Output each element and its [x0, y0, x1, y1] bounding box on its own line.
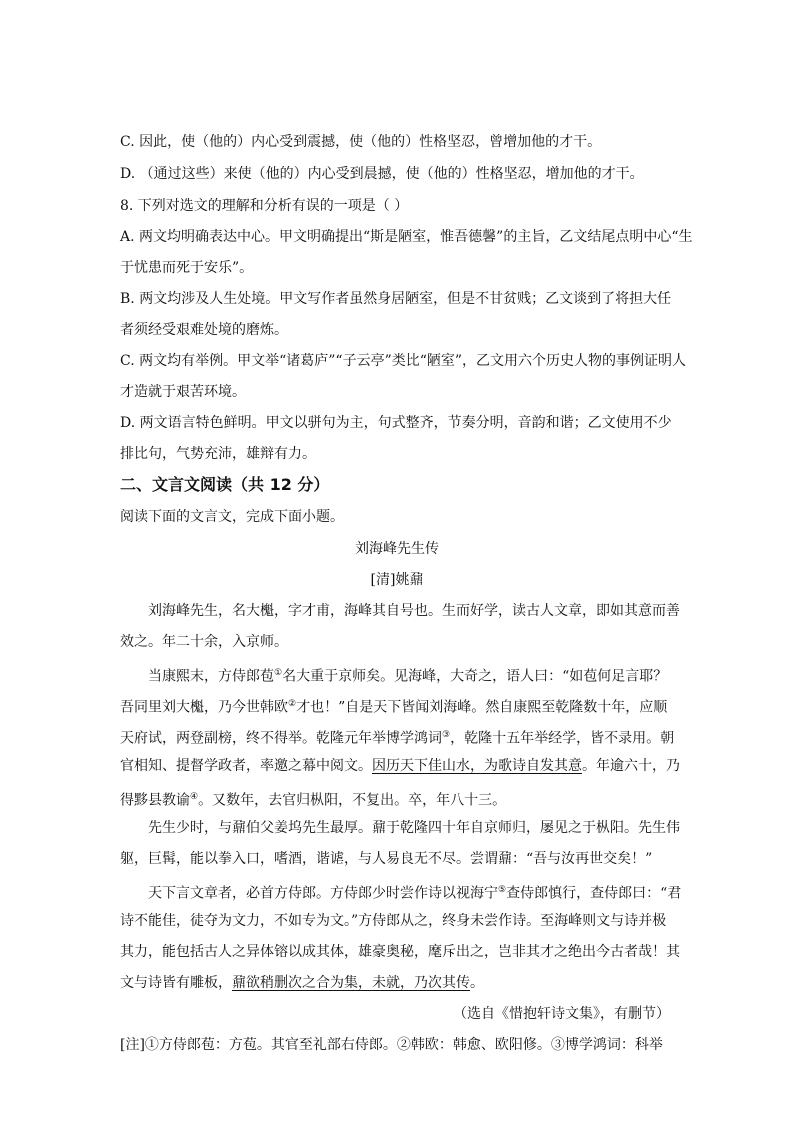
- passage-title: 刘海峰先生传: [355, 541, 439, 557]
- footnote-ref-2: ②: [288, 699, 297, 709]
- option-7c: C. 因此，使（他的）内心受到震撼，使（他的）性格坚忍，曾增加他的才干。: [120, 134, 602, 150]
- paragraph-2-line4: 官相知、提督学政者，率邀之幕中阅文。因历天下佳山水，为歌诗自发其意。年逾六十，乃: [120, 758, 680, 774]
- option-8c-line1: C. 两文均有举例。甲文举“诸葛庐”“子云亭”类比“陋室”，乙文用六个历史人物的事例证明人: [120, 353, 687, 369]
- underlined-sentence-1: 因历天下佳山水，为歌诗自发其意: [372, 758, 582, 774]
- paragraph-3-line1: 先生少时，与鼐伯父姜坞先生最厚。鼐于乾隆四十年自京师归，屡见之于枞阳。先生伟: [148, 820, 680, 836]
- paragraph-4-line2: 诗不能佳，徒夺为文力，不如专为文。”方侍郎从之，终身未尝作诗。至海峰则文与诗并极: [120, 913, 667, 929]
- paragraph-4-line3: 其力，能包括古人之异体镕以成其体，雄豪奥秘，麾斥出之，岂非其才之绝出今古者哉！其: [120, 944, 680, 960]
- section-instruction: 阅读下面的文言文，完成下面小题。: [120, 509, 344, 525]
- footnote-ref-5: ⑤: [498, 885, 507, 895]
- paragraph-1-line2: 效之。年二十余，入京师。: [120, 634, 288, 650]
- option-8c-line2: 才造就于艰苦环境。: [120, 384, 246, 400]
- paragraph-2-line5: 得黟县教谕④。又数年，去官归枞阳，不复出。卒，年八十三。: [120, 792, 507, 809]
- paragraph-4-line4: 文与诗皆有雕板，鼐欲稍删次之合为集，未就，乃次其传。: [120, 975, 484, 991]
- option-8d-line1: D. 两文语言特色鲜明。甲文以骈句为主，句式整齐，节奏分明，音韵和谐；乙文使用不少: [120, 415, 672, 431]
- footnote-ref-1: ①: [274, 668, 283, 678]
- footnote-ref-4: ④: [190, 792, 199, 802]
- passage-author: [清]姚鼐: [370, 572, 424, 588]
- option-8a-line1: A. 两文均明确表达中心。甲文明确提出“斯是陋室，惟吾德馨”的主旨，乙文结尾点明中心“生: [120, 229, 693, 245]
- option-8b-line1: B. 两文均涉及人生处境。甲文写作者虽然身居陋室，但是不甘贫贱；乙文谈到了将担大任: [120, 291, 672, 307]
- option-8d-line2: 排比句，气势充沛，雄辩有力。: [120, 446, 316, 462]
- footnote-ref-3: ③: [442, 730, 451, 740]
- paragraph-1-line1: 刘海峰先生，名大櫆，字才甫，海峰其自号也。生而好学，读古人文章，即如其意而善: [148, 603, 680, 619]
- option-7d: D. （通过这些）来使（他的）内心受到晨撼，使（他的）性格坚忍，增加他的才干。: [120, 166, 644, 182]
- paragraph-2-line1: 当康熙末，方侍郎苞①名大重于京师矣。见海峰，大奇之，语人曰：“如苞何足言耶？: [148, 668, 668, 685]
- question-8-stem: 8. 下列对选文的理解和分析有误的一项是（ ）: [120, 198, 409, 214]
- option-8b-line2: 者须经受艰难处境的磨炼。: [120, 322, 288, 338]
- paragraph-2-line2: 吾同里刘大櫆，乃今世韩欧②才也！”自是天下皆闻刘海峰。然自康熙至乾隆数十年，应顺: [120, 699, 668, 716]
- source-citation: （选自《惜抱轩诗文集》，有删节）: [453, 1006, 670, 1022]
- paragraph-3-line2: 躯，巨髯，能以拳入口，嗜酒，谐谑，与人易良无不尽。尝谓鼐：“吾与汝再世交矣！”: [120, 851, 653, 867]
- option-8a-line2: 于忧患而死于安乐”。: [120, 260, 254, 276]
- section-heading: 二、文言文阅读（共 12 分）: [120, 475, 330, 494]
- underlined-sentence-2: 鼐欲稍删次之合为集，未就，乃次其传: [232, 975, 470, 991]
- notes-line1: [注]①方侍郎苞：方苞。其官至礼部右侍郎。②韩欧：韩愈、欧阳修。③博学鸿词：科举: [120, 1037, 663, 1053]
- paragraph-4-line1: 天下言文章者，必首方侍郎。方侍郎少时尝作诗以视海宁⑤查侍郎慎行，查侍郎曰：“君: [148, 885, 682, 902]
- paragraph-2-line3: 天府试，两登副榜，终不得举。乾隆元年举博学鸿词③，乾隆十五年举经学，皆不录用。朝: [120, 730, 675, 747]
